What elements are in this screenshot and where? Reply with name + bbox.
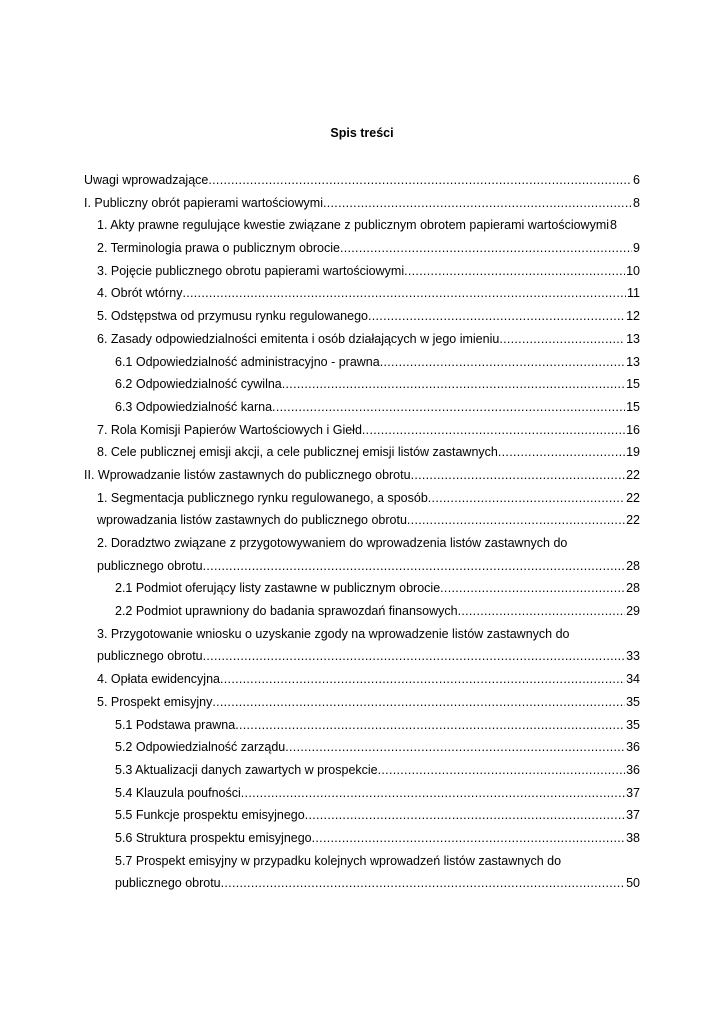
toc-dot-leader: [312, 827, 625, 850]
toc-page-number: 28: [626, 558, 640, 573]
toc-row: [0, 600, 724, 623]
toc-page-number: 22: [626, 513, 640, 528]
toc-row: [0, 850, 724, 873]
toc-entry[interactable]: [97, 441, 640, 464]
toc-dot-leader: [428, 487, 625, 510]
toc-row: [0, 373, 724, 396]
toc-row: [0, 282, 724, 305]
toc-entry[interactable]: [115, 351, 640, 374]
toc-page-number: 6: [633, 173, 640, 187]
toc-entry[interactable]: [115, 872, 640, 895]
toc-entry-text: 1. Akty prawne regulujące kwestie związane z publicznym obrotem papierami wartościowymi: [97, 218, 610, 233]
toc-dot-leader: [404, 260, 625, 283]
toc-row: [0, 441, 724, 464]
toc-page-number: 8: [633, 195, 640, 210]
toc-entry-text: II. Wprowadzanie listów zastawnych do publicznego obrotu: [84, 467, 411, 482]
toc-entry[interactable]: [115, 827, 640, 850]
toc-row: [0, 509, 724, 532]
toc-row: [0, 691, 724, 714]
toc-entry[interactable]: [97, 691, 640, 714]
toc-entry[interactable]: [97, 237, 640, 260]
toc-entry-text: 3. Przygotowanie wniosku o uzyskanie zgody na wprowadzenie listów zastawnych do: [97, 626, 570, 641]
toc-entry-text: publicznego obrotu: [115, 876, 221, 891]
toc-row: [0, 487, 724, 510]
toc-row: [0, 668, 724, 691]
toc-entry[interactable]: [97, 282, 640, 305]
toc-entry-text: 1. Segmentacja publicznego rynku regulowanego, a sposób: [97, 490, 428, 505]
toc-entry-text: 5.5 Funkcje prospektu emisyjnego: [115, 808, 305, 823]
toc-dot-leader: [458, 600, 626, 623]
toc-page-number: 12: [626, 309, 640, 324]
toc-page-number: 37: [626, 808, 640, 823]
toc-entry-text: 5.1 Podstawa prawna: [115, 717, 236, 732]
toc-page-number: 33: [626, 649, 640, 664]
toc-entry-text: 4. Obrót wtórny: [97, 286, 183, 301]
toc-row: [0, 736, 724, 759]
toc-row: [0, 872, 724, 895]
toc-row: [0, 169, 724, 192]
toc-entry[interactable]: [97, 487, 640, 510]
toc-row: [0, 759, 724, 782]
toc-dot-leader: [212, 691, 625, 714]
toc-entry[interactable]: [97, 260, 640, 283]
toc-entry[interactable]: [97, 509, 640, 532]
toc-page-number: 34: [626, 672, 640, 687]
toc-dot-leader: [235, 714, 625, 737]
toc-entry[interactable]: [115, 736, 640, 759]
toc-page-number: 22: [626, 490, 640, 505]
toc-row: [0, 827, 724, 850]
toc-entry-text: 5.6 Struktura prospektu emisyjnego: [115, 830, 312, 845]
toc-dot-leader: [368, 305, 625, 328]
toc-entry-text: publicznego obrotu: [97, 558, 203, 573]
toc-entry-text: 2.1 Podmiot oferujący listy zastawne w publicznym obrocie: [115, 581, 441, 596]
toc-entry[interactable]: [84, 169, 640, 192]
toc-page-number: 9: [633, 241, 640, 256]
toc-entry-text: 6.3 Odpowiedzialność karna: [115, 399, 273, 414]
toc-entry[interactable]: [115, 714, 640, 737]
toc-page-number: 38: [626, 830, 640, 845]
toc-dot-leader: [208, 169, 632, 192]
toc-page-number: 36: [626, 740, 640, 755]
toc-dot-leader: [411, 464, 626, 487]
toc-row: [0, 260, 724, 283]
toc-dot-leader: [182, 282, 626, 305]
toc-entry[interactable]: [115, 759, 640, 782]
toc-page-number: 28: [626, 581, 640, 596]
toc-dot-leader: [378, 759, 625, 782]
toc-dot-leader: [362, 419, 625, 442]
toc-entry-text: wprowadzania listów zastawnych do publicznego obrotu: [97, 513, 407, 528]
toc-dot-leader: [499, 328, 625, 351]
toc-row: [0, 714, 724, 737]
toc-dot-leader: [203, 555, 625, 578]
toc-entry-text: 2. Doradztwo związane z przygotowywaniem do wprowadzenia listów zastawnych do: [97, 536, 568, 550]
toc-entry[interactable]: [84, 192, 640, 215]
table-of-contents: [0, 169, 724, 895]
toc-row: [0, 623, 724, 646]
toc-row: [0, 192, 724, 215]
toc-page-number: 19: [626, 445, 640, 460]
toc-row: [0, 351, 724, 374]
toc-entry-text: 5.4 Klauzula poufności: [115, 785, 241, 800]
toc-entry-text: 5.3 Aktualizacji danych zawartych w prospekcie: [115, 762, 378, 777]
toc-dot-leader: [498, 441, 625, 464]
toc-row: [0, 577, 724, 600]
toc-dot-leader: [323, 192, 632, 215]
toc-row: [0, 532, 724, 555]
toc-entry[interactable]: [115, 804, 640, 827]
toc-page-number: 8: [610, 218, 617, 233]
toc-row: [0, 419, 724, 442]
toc-row: [0, 237, 724, 260]
toc-entry[interactable]: [84, 464, 640, 487]
toc-dot-leader: [241, 782, 625, 805]
toc-dot-leader: [440, 577, 625, 600]
toc-entry-text: 8. Cele publicznej emisji akcji, a cele publicznej emisji listów zastawnych: [97, 445, 498, 460]
toc-row: [0, 804, 724, 827]
toc-entry[interactable]: [115, 782, 640, 805]
page-title: Spis treści: [330, 126, 394, 140]
toc-page-number: 15: [626, 377, 640, 392]
toc-entry[interactable]: [97, 419, 640, 442]
toc-row: [0, 396, 724, 419]
toc-entry-text: 6.2 Odpowiedzialność cywilna: [115, 377, 282, 392]
toc-entry[interactable]: [115, 396, 640, 419]
toc-row: [0, 328, 724, 351]
toc-page-number: 11: [627, 286, 640, 301]
toc-dot-leader: [380, 351, 625, 374]
toc-page-number: 10: [626, 263, 640, 278]
toc-entry-text: 5. Prospekt emisyjny: [97, 694, 213, 709]
toc-row: [0, 464, 724, 487]
toc-page-number: 15: [626, 399, 640, 414]
toc-entry-text: 7. Rola Komisji Papierów Wartościowych i Giełd: [97, 422, 362, 437]
toc-entry-text: 6. Zasady odpowiedzialności emitenta i osób działających w jego imieniu: [97, 331, 500, 346]
toc-entry-text: 2. Terminologia prawa o publicznym obrocie: [97, 241, 340, 256]
toc-entry[interactable]: [97, 668, 640, 691]
toc-entry-text: 3. Pojęcie publicznego obrotu papierami wartościowymi: [97, 263, 405, 278]
toc-page-number: 22: [626, 467, 640, 482]
toc-page-number: 13: [626, 354, 640, 369]
toc-dot-leader: [282, 373, 625, 396]
toc-dot-leader: [203, 645, 625, 668]
toc-row: [0, 214, 724, 237]
toc-entry[interactable]: [97, 555, 640, 578]
toc-entry[interactable]: [115, 577, 640, 600]
toc-entry-text: Uwagi wprowadzające: [84, 173, 209, 187]
toc-page-number: 16: [626, 422, 640, 437]
toc-entry-text: 5.7 Prospekt emisyjny w przypadku kolejnych wprowadzeń listów zastawnych do: [115, 853, 562, 868]
toc-page-number: 29: [626, 604, 640, 619]
toc-row: [0, 555, 724, 578]
toc-entry[interactable]: [115, 373, 640, 396]
toc-page-number: 13: [626, 331, 640, 346]
toc-row: [0, 645, 724, 668]
toc-entry[interactable]: [97, 305, 640, 328]
toc-dot-leader: [407, 509, 625, 532]
toc-entry-text: 5.2 Odpowiedzialność zarządu: [115, 740, 286, 755]
toc-dot-leader: [285, 736, 625, 759]
toc-entry[interactable]: [97, 214, 640, 237]
toc-page-number: 37: [626, 785, 640, 800]
toc-dot-leader: [305, 804, 625, 827]
toc-entry-text: 2.2 Podmiot uprawniony do badania sprawozdań finansowych: [115, 604, 458, 619]
toc-page-number: 35: [626, 717, 640, 732]
toc-entry[interactable]: [97, 645, 640, 668]
toc-entry-text: publicznego obrotu: [97, 649, 203, 664]
toc-dot-leader: [272, 396, 625, 419]
toc-page-number: 35: [626, 694, 640, 709]
toc-dot-leader: [340, 237, 632, 260]
toc-page-number: 50: [626, 876, 640, 891]
toc-row: [0, 782, 724, 805]
toc-dot-leader: [221, 872, 625, 895]
toc-row: [0, 305, 724, 328]
toc-entry[interactable]: [97, 328, 640, 351]
toc-entry-text: 6.1 Odpowiedzialność administracyjno - prawna: [115, 354, 380, 369]
toc-page-number: 36: [626, 762, 640, 777]
toc-entry[interactable]: [115, 600, 640, 623]
toc-entry-text: 4. Opłata ewidencyjna: [97, 672, 220, 687]
toc-entry-text: I. Publiczny obrót papierami wartościowymi: [84, 195, 323, 210]
toc-dot-leader: [220, 668, 625, 691]
toc-entry-text: 5. Odstępstwa od przymusu rynku regulowanego: [97, 309, 368, 324]
